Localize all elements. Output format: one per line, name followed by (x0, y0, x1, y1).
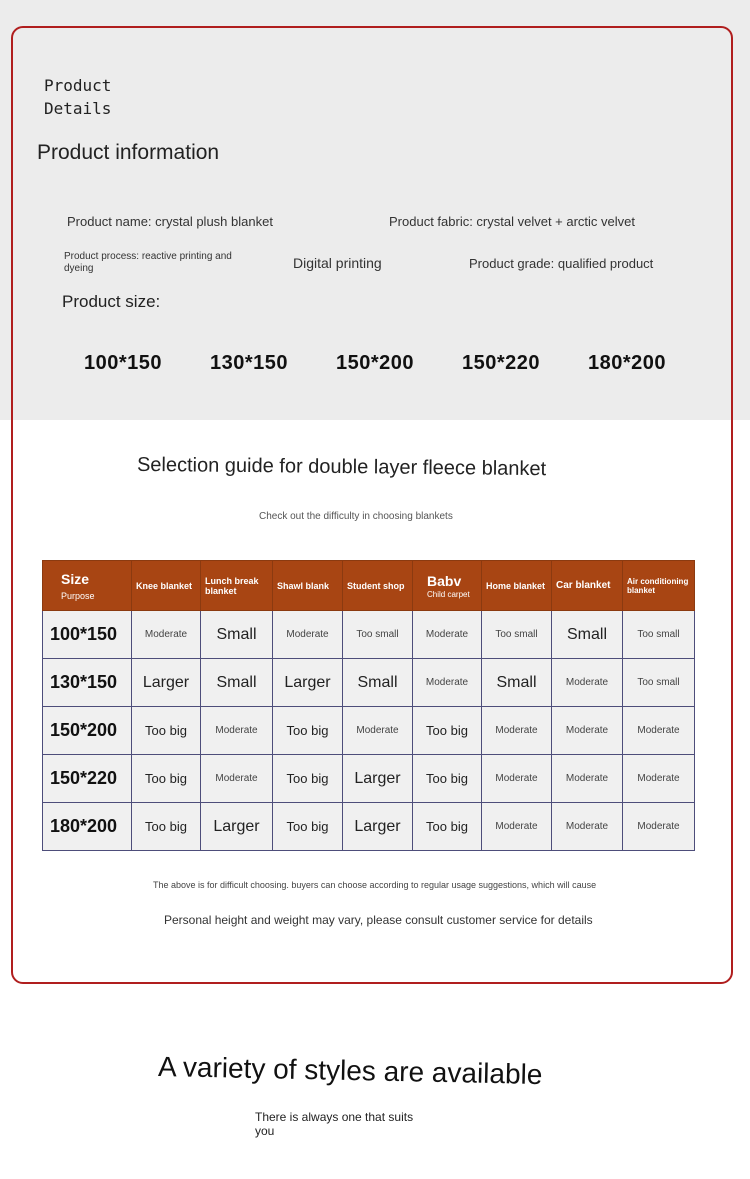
table-cell: Too big (273, 803, 343, 851)
table-cell: Moderate (482, 755, 552, 803)
table-cell: Too big (132, 803, 201, 851)
table-body (43, 611, 695, 851)
product-information-title: Product information (37, 141, 220, 164)
column-header: Student shop (343, 561, 413, 611)
guide-note-consult: Personal height and weight may vary, please consult customer service for details (164, 913, 593, 927)
table-cell: Moderate (623, 803, 695, 851)
table-cell: Moderate (552, 659, 623, 707)
table-cell: Too big (273, 755, 343, 803)
product-grade: Product grade: qualified product (469, 256, 654, 271)
table-cell: Moderate (552, 755, 623, 803)
table-cell: Too big (413, 707, 482, 755)
product-name: Product name: crystal plush blanket (67, 214, 273, 229)
table-cell: Moderate (201, 755, 273, 803)
table-cell: Too small (623, 659, 695, 707)
row-size-label: 180*200 (43, 803, 132, 851)
column-header-baby (413, 561, 482, 611)
size-option: 100*150 (83, 352, 163, 374)
table-cell: Larger (343, 803, 413, 851)
size-option: 130*150 (209, 352, 289, 374)
table-cell: Moderate (482, 707, 552, 755)
table-row (43, 707, 695, 755)
column-header: Home blanket (482, 561, 552, 611)
table-cell: Too small (623, 611, 695, 659)
selection-guide-subtitle: Check out the difficulty in choosing blankets (259, 511, 453, 522)
table-row (43, 755, 695, 803)
row-size-label: 150*220 (43, 755, 132, 803)
table-cell: Moderate (482, 803, 552, 851)
table-cell: Small (201, 659, 273, 707)
column-header-label: Babv (427, 572, 462, 589)
size-option: 180*200 (587, 352, 667, 374)
table-cell: Moderate (623, 707, 695, 755)
column-header: Air conditioning blanket (623, 561, 695, 611)
column-header: Lunch break blanket (201, 561, 273, 611)
corner-purpose-label: Purpose (61, 590, 95, 601)
corner-size-label: Size (61, 570, 90, 587)
table-cell: Moderate (343, 707, 413, 755)
table-row (43, 611, 695, 659)
table-cell: Small (552, 611, 623, 659)
styles-subtitle: There is always one that suits you (255, 1110, 414, 1138)
table-cell: Too big (273, 707, 343, 755)
size-option: 150*200 (335, 352, 415, 374)
column-header: Knee blanket (132, 561, 201, 611)
table-cell: Moderate (623, 755, 695, 803)
table-cell: Larger (343, 755, 413, 803)
table-cell: Too big (132, 755, 201, 803)
table-cell: Larger (132, 659, 201, 707)
table-cell: Too small (482, 611, 552, 659)
selection-guide-title: Selection guide for double layer fleece blanket (136, 453, 547, 481)
row-size-label: 150*200 (43, 707, 132, 755)
table-cell: Too small (343, 611, 413, 659)
guide-note-choosing: The above is for difficult choosing. buyers can choose according to regular usage suggestions, which will cause (153, 880, 597, 890)
table-cell: Moderate (552, 803, 623, 851)
table-cell: Too big (413, 803, 482, 851)
column-header: Car blanket (552, 561, 623, 611)
selection-guide-table (42, 560, 695, 851)
product-fabric: Product fabric: crystal velvet + arctic velvet (389, 214, 636, 229)
table-cell: Moderate (552, 707, 623, 755)
table-cell: Too big (413, 755, 482, 803)
digital-printing: Digital printing (293, 255, 382, 271)
table-cell: Moderate (132, 611, 201, 659)
column-header: Shawl blank (273, 561, 343, 611)
row-size-label: 130*150 (43, 659, 132, 707)
table-cell: Larger (273, 659, 343, 707)
size-option: 150*220 (461, 352, 541, 374)
corner-header (43, 561, 132, 611)
product-process: Product process: reactive printing and dyeing (64, 251, 232, 274)
product-size-label: Product size: (62, 292, 161, 311)
column-header-sub: Child carpet (427, 589, 470, 599)
table-cell: Moderate (273, 611, 343, 659)
table-cell: Larger (201, 803, 273, 851)
row-size-label: 100*150 (43, 611, 132, 659)
table-cell: Moderate (201, 707, 273, 755)
table-row (43, 659, 695, 707)
product-details-heading: Product Details (44, 76, 112, 118)
table-cell: Moderate (413, 659, 482, 707)
product-size-list (60, 352, 690, 375)
table-cell: Too big (132, 707, 201, 755)
table-cell: Small (201, 611, 273, 659)
table-header-row (43, 561, 695, 611)
table-cell: Small (482, 659, 552, 707)
table-row (43, 803, 695, 851)
table-cell: Small (343, 659, 413, 707)
styles-title: A variety of styles are available (157, 1050, 543, 1091)
table-cell: Moderate (413, 611, 482, 659)
